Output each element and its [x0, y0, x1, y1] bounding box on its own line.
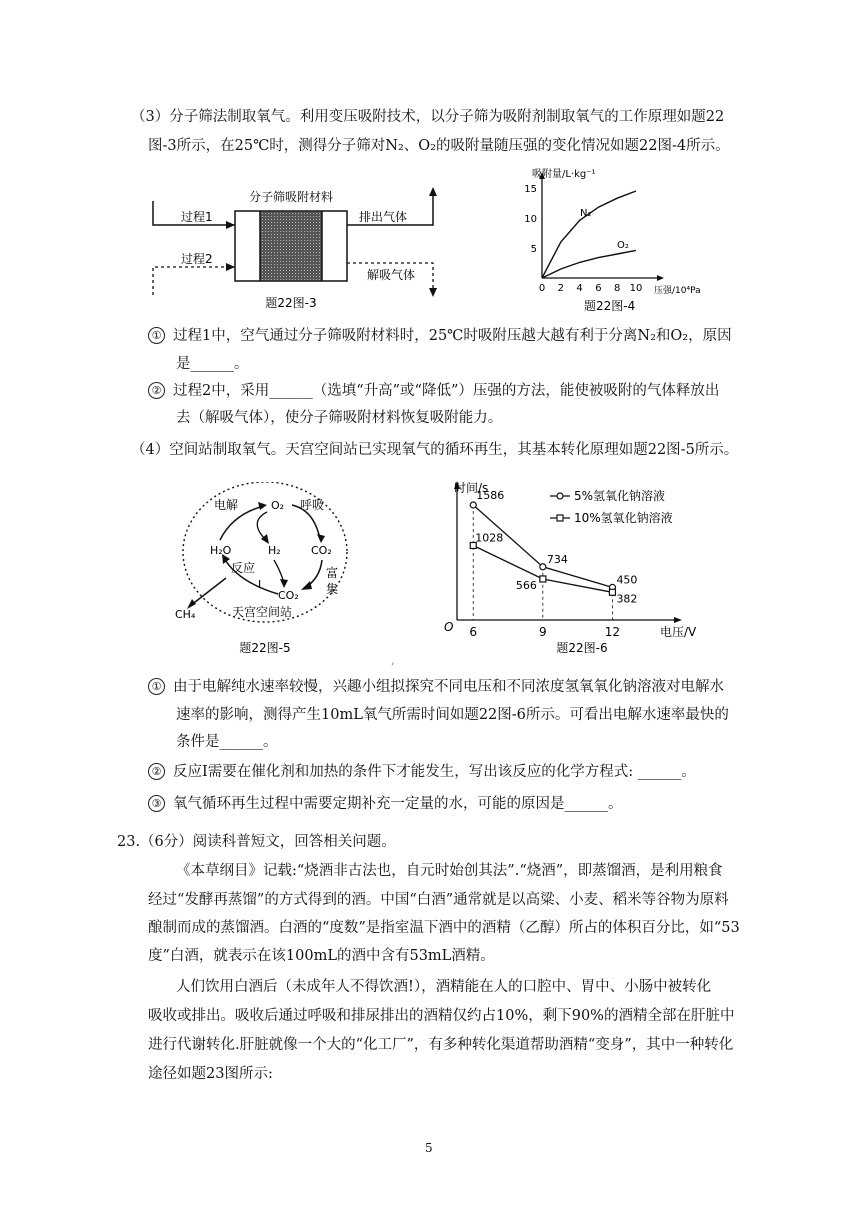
- q23-p2-line-4: 途径如题23图所示:: [148, 1066, 273, 1082]
- item-number: ①: [148, 678, 165, 695]
- q4-line-1: （4）空间站制取氧气。天宫空间站已实现氧气的循环再生，其基本转化原理如题22图-5所示。: [131, 442, 739, 458]
- point-marker: [609, 589, 615, 595]
- data-label: 450: [616, 573, 638, 587]
- sieve-material: [260, 211, 322, 281]
- figure-22-4: [520, 168, 710, 316]
- fig4-xtick: 6: [595, 283, 602, 294]
- point-marker: [470, 502, 476, 508]
- fig3-caption: 题22图-3: [265, 296, 317, 310]
- scan-mark: ,: [391, 653, 395, 667]
- point-marker: [540, 564, 546, 570]
- process2-arrow: [153, 267, 235, 295]
- fig4-xtick: 0: [538, 283, 546, 294]
- station-label: 天宫空间站: [232, 605, 293, 619]
- legend-label-2: 10%氢氧化钠溶液: [574, 511, 673, 525]
- fig4-ytick: 10: [524, 214, 537, 225]
- figure-22-6-chart: [442, 474, 717, 659]
- legend-marker-2: [557, 515, 563, 521]
- q23-p1-line-1: 《本草纲目》记载:“烧酒非古法也，自元时始创其法”.“烧酒”，即蒸馏酒，是利用粮食: [176, 863, 723, 879]
- q3-line-1: （3）分子筛法制取氧气。利用变压吸附技术，以分子筛为吸附剂制取氧气的工作原理如题22: [131, 109, 725, 125]
- n2-label: N₂: [580, 208, 592, 219]
- q4-item-3-line-1: ③ 氧气循环再生过程中需要定期补充一定量的水，可能的原因是______。: [148, 794, 623, 814]
- fig4-ylabel: 吸附量/L·kg⁻¹: [532, 169, 596, 180]
- fig4-xtick: 8: [614, 283, 621, 294]
- electrolysis-label: 电解: [214, 498, 239, 512]
- item-number: ②: [148, 382, 165, 399]
- x-tick-label: 12: [604, 625, 621, 639]
- fig6-caption: 题22图-6: [556, 641, 608, 655]
- fig4-xtick: 2: [557, 283, 564, 294]
- item-number: ②: [148, 763, 165, 780]
- fig4-ytick: 15: [524, 184, 537, 195]
- figure-22-3: [145, 183, 450, 313]
- q23-p1-line-4: 度”白酒，就表示在该100mL的酒中含有53mL酒精。: [148, 948, 495, 964]
- chart-ylabel: 时间/s: [454, 481, 489, 495]
- page-number: 5: [425, 1141, 433, 1155]
- breath-label: 呼吸: [300, 498, 325, 512]
- fig5-caption: 题22图-5: [239, 641, 291, 655]
- co2-bottom-label: CO₂: [278, 589, 299, 602]
- fig4-ytick: 5: [530, 244, 537, 255]
- data-label: 382: [616, 592, 638, 606]
- q4-item-2-line-1: ② 反应I需要在催化剂和加热的条件下才能发生，写出该反应的化学方程式: ______。: [148, 762, 696, 782]
- chart-xlabel: 电压/V: [660, 625, 697, 639]
- fig4-xtick: 10: [629, 283, 643, 294]
- n2-curve: [542, 191, 636, 278]
- material-label: 分子筛吸附材料: [248, 190, 334, 204]
- q23-p2-line-1: 人们饮用白酒后（未成年人不得饮酒!），酒精能在人的口腔中、胃中、小肠中被转化: [176, 979, 712, 995]
- x-tick-label: 9: [539, 625, 547, 639]
- ch4-label: CH₄: [175, 608, 196, 621]
- process2-label: 过程2: [181, 252, 213, 266]
- enrich-label-2: 集: [326, 582, 339, 596]
- x-tick-label: 6: [469, 625, 478, 639]
- fig4-caption: 题22图-4: [584, 299, 636, 313]
- data-label: 1028: [475, 531, 504, 545]
- item-number: ①: [148, 327, 165, 344]
- fig4-xtick: 4: [576, 283, 583, 294]
- q3-item-1-line-1: ① 过程1中，空气通过分子筛吸附材料时，25℃时吸附压越大越有利于分离N₂和O₂，原因: [148, 326, 732, 346]
- legend-label-1: 5%氢氧化钠溶液: [574, 489, 666, 503]
- enrich-label-1: 富: [326, 566, 339, 580]
- q23-p2-line-3: 进行代谢转化.肝脏就像一个大的“化工厂”，有多种转化渠道帮助酒精“变身”，其中一种转化: [148, 1037, 734, 1053]
- q3-item-2-line-1: ② 过程2中，采用______（选填“升高”或“降低”）压强的方法，能使被吸附的气体释放出: [148, 381, 719, 401]
- co2-top-label: CO₂: [311, 544, 332, 557]
- item-number: ③: [148, 795, 165, 812]
- fig4-xlabel: 压强/10⁴Pa: [654, 286, 701, 296]
- chart-origin: O: [444, 620, 454, 634]
- o2-curve: [542, 250, 636, 278]
- q3-line-2: 图-3所示，在25℃时，测得分子筛对N₂、O₂的吸附量随压强的变化情况如题22图-4所示。: [148, 138, 730, 154]
- q3-item-2-line-2: 去（解吸气体），使分子筛吸附材料恢复吸附能力。: [176, 410, 503, 426]
- q4-item-1-line-1: ① 由于电解纯水速率较慢，兴趣小组拟探究不同电压和不同浓度氢氧氧化钠溶液对电解水: [148, 677, 724, 697]
- data-label: 734: [546, 552, 568, 566]
- o2-label: O₂: [617, 240, 629, 251]
- legend-marker-1: [557, 493, 563, 499]
- point-marker: [540, 576, 546, 582]
- reaction-roman: I: [258, 578, 262, 591]
- figure-22-5: [168, 482, 368, 657]
- reaction-label: 反应: [231, 561, 256, 575]
- data-label: 1586: [476, 489, 505, 503]
- q23-p1-line-3: 酿制而成的蒸馏酒。白酒的“度数”是指室温下酒中的酒精（乙醇）所占的体积百分比，如“53: [148, 920, 740, 936]
- data-label: 566: [515, 578, 537, 592]
- q4-item-1-line-2: 速率的影响，测得产生10mL氧气所需时间如题22图-6所示。可看出电解水速率最快的: [176, 707, 729, 723]
- q23-p1-line-2: 经过“发酵再蒸馏”的方式得到的酒。中国“白酒”通常就是以高粱、小麦、稻米等谷物为原料: [148, 892, 729, 908]
- o2-label: O₂: [271, 499, 285, 512]
- q4-item-1-line-3: 条件是______。: [176, 734, 278, 750]
- q3-item-1-line-2: 是______。: [176, 356, 249, 372]
- h2o-label: H₂O: [210, 544, 232, 557]
- process1-label: 过程1: [181, 210, 213, 224]
- q23-header: 23.（6分）阅读科普短文，回答相关问题。: [117, 834, 396, 850]
- h2-label: H₂: [268, 544, 281, 557]
- exhaust-label: 排出气体: [359, 210, 408, 224]
- q23-p2-line-2: 吸收或排出。吸收后通过呼吸和排尿排出的酒精仅约占10%，剩下90%的酒精全部在肝脏中: [148, 1008, 735, 1024]
- desorb-label: 解吸气体: [367, 268, 416, 282]
